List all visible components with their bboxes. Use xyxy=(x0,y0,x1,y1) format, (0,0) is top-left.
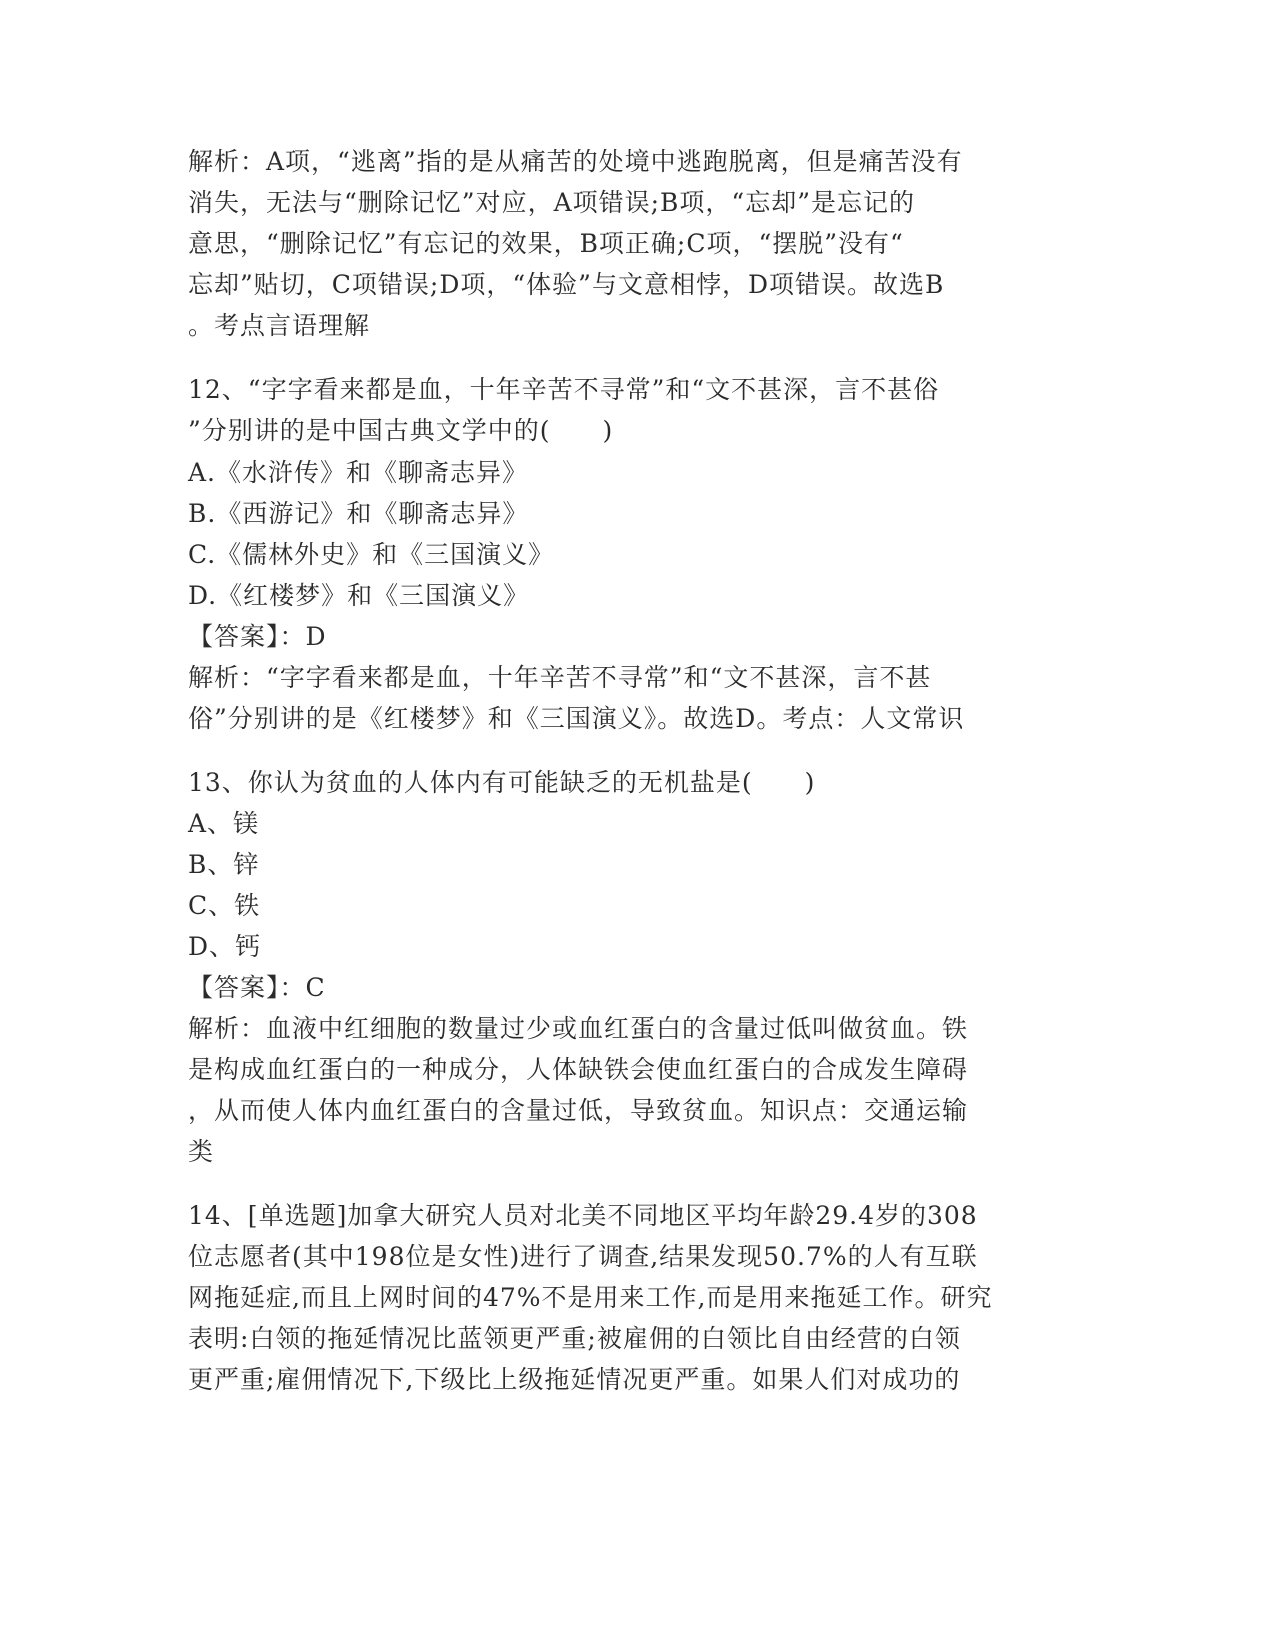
q13-analysis-line: ，从而使人体内血红蛋白的含量过低，导致贫血。知识点：交通运输 xyxy=(188,1096,969,1125)
q14-stem-line: 更严重;雇佣情况下,下级比上级拖延情况更严重。如果人们对成功的 xyxy=(188,1365,961,1394)
q12-option-d: D.《红楼梦》和《三国演义》 xyxy=(188,581,530,610)
q13-analysis-line: 解析：血液中红细胞的数量过少或血红蛋白的含量过低叫做贫血。铁 xyxy=(188,1014,969,1043)
q13-analysis-line: 是构成血红蛋白的一种成分，人体缺铁会使血红蛋白的合成发生障碍 xyxy=(188,1055,969,1084)
q14-stem-line: 位志愿者(其中198位是女性)进行了调查,结果发现50.7%的人有互联 xyxy=(188,1242,978,1271)
q13-option-b: B、锌 xyxy=(188,850,260,879)
q12-stem-line: 12、“字字看来都是血，十年辛苦不寻常”和“文不甚深，言不甚俗 xyxy=(188,375,940,404)
q12-answer: 【答案】：D xyxy=(188,622,327,651)
q11-analysis-line: 意思，“删除记忆”有忘记的效果，B项正确;C项，“摆脱”没有“ xyxy=(188,229,904,258)
q13-analysis-line: 类 xyxy=(188,1137,215,1166)
q11-analysis-line: 。考点言语理解 xyxy=(188,311,371,340)
q13-option-a: A、镁 xyxy=(188,809,260,838)
q12-option-b: B.《西游记》和《聊斋志异》 xyxy=(188,499,529,528)
q11-analysis-line: 解析：A项，“逃离”指的是从痛苦的处境中逃跑脱离，但是痛苦没有 xyxy=(188,147,963,176)
q13-answer: 【答案】：C xyxy=(188,973,326,1002)
q14-stem-line: 表明:白领的拖延情况比蓝领更严重;被雇佣的白领比自由经营的白领 xyxy=(188,1324,961,1353)
q12-option-a: A.《水浒传》和《聊斋志异》 xyxy=(188,458,529,487)
q12-stem-line: ”分别讲的是中国古典文学中的( ) xyxy=(188,416,614,445)
q12-analysis-line: 俗”分别讲的是《红楼梦》和《三国演义》。故选D。考点：人文常识 xyxy=(188,704,965,733)
q13-option-d: D、钙 xyxy=(188,932,262,961)
q12-analysis-line: 解析：“字字看来都是血，十年辛苦不寻常”和“文不甚深，言不甚 xyxy=(188,663,932,692)
q11-analysis-line: 消失，无法与“删除记忆”对应，A项错误;B项，“忘却”是忘记的 xyxy=(188,188,915,217)
q12-option-c: C.《儒林外史》和《三国演义》 xyxy=(188,540,555,569)
q13-option-c: C、铁 xyxy=(188,891,261,920)
q14-stem-line: 网拖延症,而且上网时间的47%不是用来工作,而是用来拖延工作。研究 xyxy=(188,1283,993,1312)
q14-stem-line: 14、[单选题]加拿大研究人员对北美不同地区平均年龄29.4岁的308 xyxy=(188,1201,978,1230)
q11-analysis-line: 忘却”贴切，C项错误;D项，“体验”与文意相悖，D项错误。故选B xyxy=(188,270,945,299)
q13-stem-line: 13、你认为贫血的人体内有可能缺乏的无机盐是( ) xyxy=(188,768,816,797)
